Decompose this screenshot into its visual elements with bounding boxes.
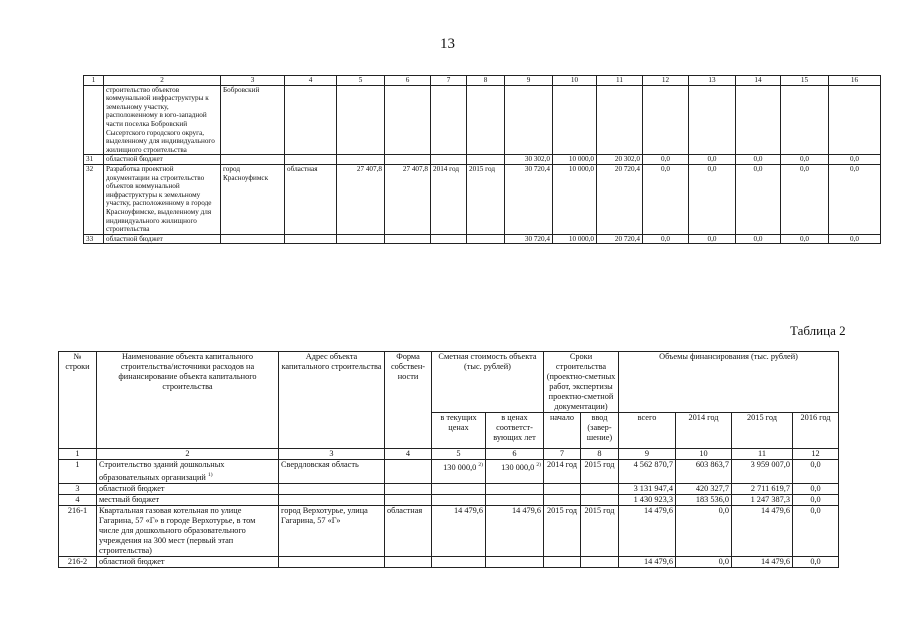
col-num: 1 xyxy=(59,449,97,460)
cell-value: 4 562 870,7 xyxy=(619,460,676,484)
cell-object-name: местный бюджет xyxy=(97,494,279,505)
cell-row-number: 1 xyxy=(59,460,97,484)
table-row xyxy=(59,556,839,567)
cell-value: 27 407,8 xyxy=(337,164,385,234)
header-2015: 2015 год xyxy=(732,413,793,449)
cell-value xyxy=(486,556,544,567)
cell-start xyxy=(431,155,467,165)
header-estimated-cost: Сметная стоимость объекта (тыс. рублей) xyxy=(432,352,544,413)
cell-value xyxy=(432,494,486,505)
cell-address xyxy=(221,234,285,244)
cell-row-number xyxy=(84,85,104,155)
cell-value: 0,0 xyxy=(793,494,839,505)
cell-value xyxy=(385,155,431,165)
cell-value: 0,0 xyxy=(829,155,881,165)
cell-value: 183 536,0 xyxy=(676,494,732,505)
cell-value-text: 130 000,0 xyxy=(443,462,477,472)
col-num: 6 xyxy=(385,76,431,86)
cell-end xyxy=(581,556,619,567)
column-number-row xyxy=(84,76,881,86)
col-num: 16 xyxy=(829,76,881,86)
cell-value: 14 479,6 xyxy=(732,505,793,556)
cell-address xyxy=(221,155,285,165)
col-num: 12 xyxy=(643,76,689,86)
cell-value: 0,0 xyxy=(781,164,829,234)
cell-address xyxy=(279,556,385,567)
header-2016: 2016 год xyxy=(793,413,839,449)
cell-value xyxy=(337,155,385,165)
table-row xyxy=(59,483,839,494)
cell-row-number: 216-1 xyxy=(59,505,97,556)
cell-value: 0,0 xyxy=(829,234,881,244)
col-num: 9 xyxy=(505,76,553,86)
cell-object-name: Квартальная газовая котельная по улице Гагарина, 57 «Г» в городе Верхотурье, в том числе для дошкольного образовательного учреждения на 300 мест (первый этап строительства) xyxy=(97,505,279,556)
header-start: начало xyxy=(544,413,581,449)
continuation-table xyxy=(83,75,881,244)
header-row-number: № строки xyxy=(59,352,97,449)
cell-start xyxy=(431,234,467,244)
cell-value: 20 720,4 xyxy=(597,164,643,234)
cell-ownership: областная xyxy=(385,505,432,556)
cell-value: 14 479,6 xyxy=(486,505,544,556)
cell-value xyxy=(597,85,643,155)
cell-ownership xyxy=(385,556,432,567)
cell-value: 2 711 619,7 xyxy=(732,483,793,494)
cell-value: 14 479,6 xyxy=(619,505,676,556)
table-row xyxy=(84,234,881,244)
cell-value: 1 430 923,3 xyxy=(619,494,676,505)
cell-value xyxy=(486,460,544,484)
cell-ownership xyxy=(385,483,432,494)
cell-value xyxy=(689,85,736,155)
cell-row-number: 4 xyxy=(59,494,97,505)
cell-object-name: Разработка проектной документации на строительство объектов коммунальной инфраструктуры к земельному участку, расположенному в городе Красноуфимске, выделенному для индивидуального жилищного строительства xyxy=(104,164,221,234)
cell-value: 0,0 xyxy=(736,234,781,244)
cell-end xyxy=(467,85,505,155)
cell-value xyxy=(432,556,486,567)
cell-object-name-text: Строительство зданий дошкольных образовательных организаций xyxy=(99,460,225,482)
cell-value: 14 479,6 xyxy=(619,556,676,567)
cell-value xyxy=(385,234,431,244)
cell-value: 27 407,8 xyxy=(385,164,431,234)
col-num: 8 xyxy=(581,449,619,460)
cell-value xyxy=(337,234,385,244)
header-end: ввод (завер-шение) xyxy=(581,413,619,449)
cell-row-number: 216-2 xyxy=(59,556,97,567)
col-num: 11 xyxy=(732,449,793,460)
col-num: 6 xyxy=(486,449,544,460)
header-total: всего xyxy=(619,413,676,449)
header-year-prices: в ценах соответст-вующих лет xyxy=(486,413,544,449)
header-object-name: Наименование объекта капитального строительства/источники расходов на финансирование объекта капитального строительства xyxy=(97,352,279,449)
footnote-mark: 2) xyxy=(478,462,483,468)
cell-value: 0,0 xyxy=(793,556,839,567)
cell-start xyxy=(544,494,581,505)
cell-value: 0,0 xyxy=(793,505,839,556)
table-row xyxy=(59,460,839,484)
cell-value: 0,0 xyxy=(736,155,781,165)
cell-value xyxy=(829,85,881,155)
cell-value: 0,0 xyxy=(689,234,736,244)
cell-address: город Верхотурье, улица Гагарина, 57 «Г» xyxy=(279,505,385,556)
cell-value: 0,0 xyxy=(781,234,829,244)
cell-value: 3 131 947,4 xyxy=(619,483,676,494)
cell-value: 0,0 xyxy=(793,483,839,494)
cell-value xyxy=(432,460,486,484)
cell-value: 14 479,6 xyxy=(432,505,486,556)
cell-value: 1 247 387,3 xyxy=(732,494,793,505)
col-num: 2 xyxy=(97,449,279,460)
cell-row-number: 3 xyxy=(59,483,97,494)
cell-end: 2015 год xyxy=(581,460,619,484)
footnote-mark: 2) xyxy=(536,462,541,468)
header-construction-terms: Сроки строительства (проектно-сметных работ, экспертизы проектно-сметной документации) xyxy=(544,352,619,413)
col-num: 10 xyxy=(553,76,597,86)
cell-row-number: 31 xyxy=(84,155,104,165)
table-label: Таблица 2 xyxy=(790,323,846,338)
cell-value: 14 479,6 xyxy=(732,556,793,567)
col-num: 15 xyxy=(781,76,829,86)
cell-start xyxy=(544,483,581,494)
cell-value: 20 720,4 xyxy=(597,234,643,244)
col-num: 14 xyxy=(736,76,781,86)
cell-value: 10 000,0 xyxy=(553,164,597,234)
col-num: 7 xyxy=(431,76,467,86)
cell-object-name xyxy=(97,460,279,484)
cell-value: 0,0 xyxy=(676,505,732,556)
cell-value: 0,0 xyxy=(781,155,829,165)
cell-object-name: областной бюджет xyxy=(97,483,279,494)
cell-value: 0,0 xyxy=(736,164,781,234)
cell-ownership: областная xyxy=(285,164,337,234)
table-row xyxy=(59,505,839,556)
cell-value: 0,0 xyxy=(689,164,736,234)
cell-value xyxy=(553,85,597,155)
col-num: 4 xyxy=(285,76,337,86)
cell-address: Свердловская область xyxy=(279,460,385,484)
cell-value: 0,0 xyxy=(676,556,732,567)
cell-value: 20 302,0 xyxy=(597,155,643,165)
cell-value: 30 720,4 xyxy=(505,234,553,244)
cell-address xyxy=(279,483,385,494)
cell-value: 0,0 xyxy=(689,155,736,165)
cell-value-text: 130 000,0 xyxy=(501,462,535,472)
cell-value: 0,0 xyxy=(643,155,689,165)
col-num: 9 xyxy=(619,449,676,460)
cell-object-name: областной бюджет xyxy=(97,556,279,567)
cell-value xyxy=(432,483,486,494)
col-num: 10 xyxy=(676,449,732,460)
table-row xyxy=(84,155,881,165)
col-num: 1 xyxy=(84,76,104,86)
table-row xyxy=(84,85,881,155)
cell-value: 3 959 007,0 xyxy=(732,460,793,484)
cell-address xyxy=(279,494,385,505)
col-num: 7 xyxy=(544,449,581,460)
col-num: 5 xyxy=(337,76,385,86)
cell-value: 603 863,7 xyxy=(676,460,732,484)
cell-value: 0,0 xyxy=(643,164,689,234)
cell-value xyxy=(486,483,544,494)
cell-value: 10 000,0 xyxy=(553,234,597,244)
col-num: 5 xyxy=(432,449,486,460)
cell-end xyxy=(467,234,505,244)
cell-object-name: областной бюджет xyxy=(104,155,221,165)
header-current-prices: в текущих ценах xyxy=(432,413,486,449)
cell-value xyxy=(486,494,544,505)
header-financing: Объемы финансирования (тыс. рублей) xyxy=(619,352,839,413)
cell-start: 2014 год xyxy=(544,460,581,484)
cell-value xyxy=(781,85,829,155)
page-number: 13 xyxy=(440,36,455,52)
cell-start xyxy=(544,556,581,567)
financing-table xyxy=(58,351,839,568)
col-num: 4 xyxy=(385,449,432,460)
cell-start xyxy=(431,85,467,155)
table-row xyxy=(84,164,881,234)
col-num: 12 xyxy=(793,449,839,460)
cell-value xyxy=(643,85,689,155)
cell-value: 420 327,7 xyxy=(676,483,732,494)
cell-ownership xyxy=(385,494,432,505)
cell-row-number: 32 xyxy=(84,164,104,234)
cell-address: город Красноуфимск xyxy=(221,164,285,234)
cell-value: 30 302,0 xyxy=(505,155,553,165)
cell-end xyxy=(581,483,619,494)
col-num: 13 xyxy=(689,76,736,86)
table-row xyxy=(59,494,839,505)
cell-value xyxy=(385,85,431,155)
header-ownership: Форма собствен-ности xyxy=(385,352,432,449)
cell-end xyxy=(467,155,505,165)
cell-start: 2015 год xyxy=(544,505,581,556)
col-num: 11 xyxy=(597,76,643,86)
cell-ownership xyxy=(285,85,337,155)
cell-ownership xyxy=(285,155,337,165)
header-address: Адрес объекта капитального строительства xyxy=(279,352,385,449)
cell-value: 0,0 xyxy=(643,234,689,244)
cell-value: 0,0 xyxy=(793,460,839,484)
col-num: 3 xyxy=(279,449,385,460)
cell-value: 10 000,0 xyxy=(553,155,597,165)
cell-ownership xyxy=(285,234,337,244)
cell-end xyxy=(581,494,619,505)
cell-ownership xyxy=(385,460,432,484)
col-num: 2 xyxy=(104,76,221,86)
cell-end: 2015 год xyxy=(581,505,619,556)
header-2014: 2014 год xyxy=(676,413,732,449)
cell-object-name: областной бюджет xyxy=(104,234,221,244)
cell-address: Бобровский xyxy=(221,85,285,155)
cell-value: 0,0 xyxy=(829,164,881,234)
cell-value xyxy=(505,85,553,155)
col-num: 3 xyxy=(221,76,285,86)
cell-value xyxy=(337,85,385,155)
cell-object-name: строительство объектов коммунальной инфраструктуры к земельному участку, расположенному в юго-западной части поселка Бобровский Сысертского городского округа, выделенному для индивидуального жилищного строительства xyxy=(104,85,221,155)
footnote-mark: 1) xyxy=(207,472,213,478)
col-num: 8 xyxy=(467,76,505,86)
column-number-row xyxy=(59,449,839,460)
cell-value: 30 720,4 xyxy=(505,164,553,234)
cell-start: 2014 год xyxy=(431,164,467,234)
cell-value xyxy=(736,85,781,155)
cell-end: 2015 год xyxy=(467,164,505,234)
cell-row-number: 33 xyxy=(84,234,104,244)
